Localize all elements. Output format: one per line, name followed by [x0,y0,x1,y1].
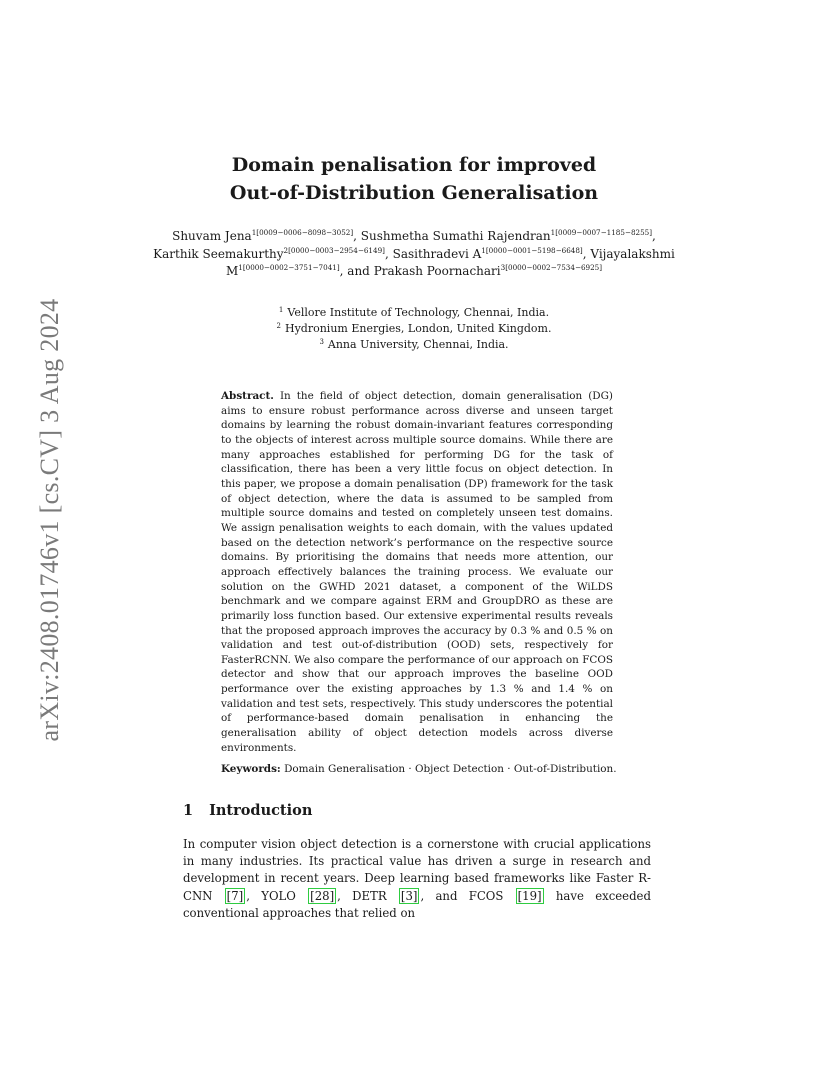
author-name: Shuvam Jena [172,229,252,243]
author-name: Sasithradevi A [392,246,482,261]
section-number: 1 [183,802,194,819]
author-affiliation-mark: 1 [550,228,556,237]
author-name: Vijayalakshmi M [225,246,675,278]
section-title: Introduction [209,802,313,819]
section-heading [183,800,312,822]
paper-title [0,151,828,207]
citation-link[interactable]: [7] [226,888,244,903]
author-orcid: [0000−0003−2954−6149] [288,245,385,255]
author-orcid: [0009−0006−8098−3052] [256,228,354,237]
affiliation-3: $^3$ Anna University, Chennai, India. [319,338,509,351]
author-orcid: [0000−0001−5198−6648] [485,245,583,255]
keywords-text: Domain Generalisation · Object Detection · Out-of-Distribution. [284,763,617,775]
author-orcid: [0000−0002−3751−7041] [242,263,340,272]
author-affiliation-mark: 2 [283,245,289,255]
title-line-2: Out-of-Distribution Generalisation [229,182,599,204]
citation-link[interactable]: [28] [310,888,335,903]
affiliation-2: $^2$ Hydronium Energies, London, United Kingdom. [276,322,552,335]
author-name: Prakash Poornachari [373,264,501,278]
affiliation-1: $^1$ Vellore Institute of Technology, Chennai, India. [278,306,550,319]
abstract-label: Abstract. [221,390,274,402]
citation-link[interactable]: [3] [400,888,418,903]
author-orcid: [0000−0002−7534−6925] [505,263,603,272]
author-name: Sushmetha Sumathi Rajendran [360,229,551,243]
author-affiliation-mark: 1 [238,263,243,272]
author-affiliation-mark: 1 [251,228,257,237]
abstract [221,389,613,755]
abstract-text: In the field of object detection, domain generalisation (DG) aims to ensure robust performance across diverse and unseen target domains by learning the robust domain-invariant features corresponding to the objects of interest across multiple source domains. While there are many approaches established for performing DG for the task of classification, there has been a very little focus on object detection. In this paper, we propose a domain penalisation (DP) framework for the task of object detection, where the data is assumed to be sampled from multiple source domains and tested on completely unseen test domains. We assign penalisation weights to each domain, with the values updated based on the detection network’s performance on the respective source domains. By prioritising the domains that needs more attention, our approach effectively balances the training process. We evaluate our solution on the GWHD 2021 dataset, a component of the WiLDS benchmark and we compare against ERM and GroupDRO as these are primarily loss function based. Our extensive experimental results reveals that the proposed approach improves the accuracy by 0.3 % and 0.5 % on validation and test out-of-distribution (OOD) sets, respectively for FasterRCNN. We also compare the performance of our approach on FCOS detector and show that our approach improves the baseline OOD performance over the existing approaches by 1.3 % and 1.4 % on validation and test sets, respectively. This study underscores the potential of performance-based domain penalisation in enhancing the generalisation ability of object detection models across diverse environments. [221,390,613,754]
authors-and: and [347,264,370,278]
citation-link[interactable]: [19] [517,888,542,903]
author-affiliation-mark: 3 [500,263,506,272]
author-list: Shuvam Jena$^{1[0009-0006-8098-3052]}$, Sushmetha Sumathi Rajendran$^{1[0009-0007-1185-8255]}$, Karthik Seemakurthy$^{2[0000-0003-2954-6149]}$, Sasithradevi $A^{1[0000-0001-5198-6648]}$, Vijayalakshmi $M^{1[0000-0002-3751-7041]}$, and Prakash Poornachari$^{3[0000-0002-7534-6925]}$ [153,228,675,278]
keywords [221,762,641,777]
title-line-1: Domain penalisation for improved [231,154,597,176]
intro-paragraph: In computer vision object detection is a cornerstone with crucial applications in many industries. Its practical value has driven a surge in research and development in recent years. Deep learning based frameworks like Faster R-CNN [7] , YOLO [28] , DETR [3] , and FCOS [19] have exceeded conventional approaches that relied on [183,837,651,920]
keywords-label: Keywords: [221,763,281,775]
author-affiliation-mark: 1 [481,245,486,255]
affiliation-list [150,305,678,353]
arxiv-identifier-stamp: arXiv:2408.01746v1 [cs.CV] 3 Aug 2024 [35,298,64,742]
author-name: Karthik Seemakurthy [153,246,284,261]
author-orcid: [0009−0007−1185−8255] [555,228,653,237]
